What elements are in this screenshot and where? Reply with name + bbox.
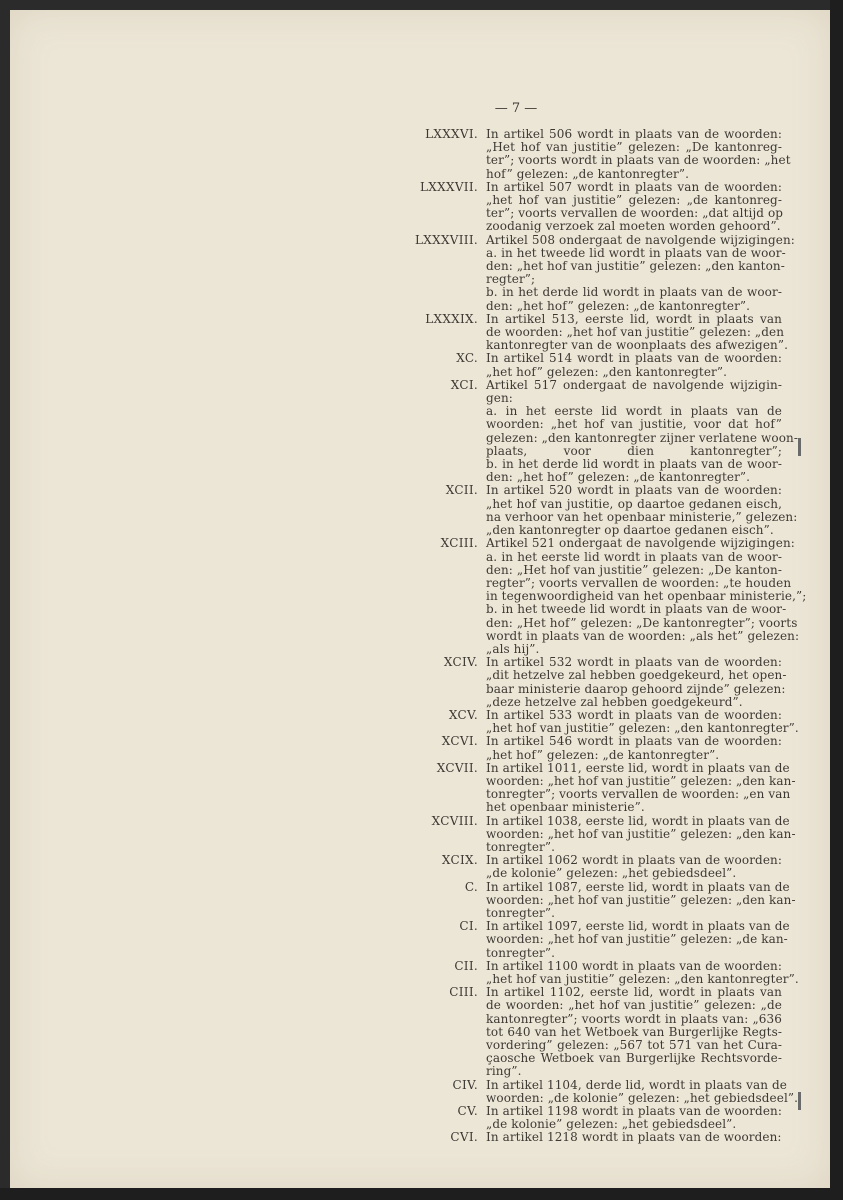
article-text <box>486 1077 799 1105</box>
article-entry <box>10 1105 830 1131</box>
text-line: In artikel 1062 wordt in plaats van de woorden: <box>486 853 782 868</box>
text-line: in tegenwoordigheid van het openbaar ministerie,”; <box>486 589 807 604</box>
article-number: CVI. <box>450 1130 478 1145</box>
article-entry <box>10 1079 830 1105</box>
article-entry <box>10 128 830 181</box>
text-line: wordt in plaats van de woorden: „als het” gelezen: <box>486 628 800 643</box>
article-text <box>486 919 790 960</box>
text-line: a. in het eerste lid wordt in plaats van de woor- <box>486 549 782 564</box>
text-line: b. in het tweede lid wordt in plaats van de woor- <box>486 602 787 617</box>
article-text <box>486 232 795 313</box>
text-line: plaats, voor dien kantonregter”; <box>486 443 782 458</box>
document-page <box>10 10 830 1188</box>
margin-mark <box>798 438 801 456</box>
text-line: tot 640 van het Wetboek van Burgerlijke Regts- <box>486 1024 782 1039</box>
article-entry <box>10 881 830 921</box>
article-text <box>486 483 798 538</box>
text-line: tonregter”. <box>486 905 556 920</box>
text-line: In artikel 1104, derde lid, wordt in plaats van de <box>486 1077 787 1092</box>
text-line: hof” gelezen: „de kantonregter”. <box>486 166 690 181</box>
text-line: „de kolonie” gelezen: „het gebiedsdeel”. <box>486 866 737 881</box>
text-line: b. in het derde lid wordt in plaats van de woor- <box>486 457 782 472</box>
article-list <box>10 128 830 1145</box>
text-line: „het hof van justitie” gelezen: „den kantonregter”. <box>486 972 799 986</box>
article-text <box>486 879 796 921</box>
text-line: In artikel 513, eerste lid, wordt in plaats van <box>486 311 782 326</box>
article-text <box>486 377 799 485</box>
text-line: In artikel 507 wordt in plaats van de woorden: <box>486 179 782 194</box>
text-line: In artikel 546 wordt in plaats van de woorden: <box>486 734 782 749</box>
text-line: vordering” gelezen: „567 tot 571 van het Cura- <box>486 1038 782 1053</box>
article-number: LXXXIX. <box>425 311 478 326</box>
text-line: woorden: „het hof van justitie” gelezen: „den kan- <box>486 773 796 788</box>
text-line: regter”; <box>486 272 536 287</box>
text-line: „Het hof van justitie” gelezen: „De kantonreg- <box>486 140 782 155</box>
text-line: ter”; voorts vervallen de woorden: „dat altijd op <box>486 206 784 221</box>
text-line: „het hof van justitie” gelezen: „den kantonregter”. <box>486 721 799 736</box>
text-line: In artikel 1011, eerste lid, wordt in plaats van de <box>486 760 790 775</box>
text-line: Artikel 508 ondergaat de navolgende wijzigingen: <box>486 232 795 247</box>
article-text <box>486 352 782 378</box>
article-number: XCVIII. <box>431 813 478 828</box>
article-entry <box>10 484 830 537</box>
text-line: „den kantonregter op daartoe gedanen eisch”. <box>486 523 774 538</box>
text-line: „deze hetzelve zal hebben goedgekeurd”. <box>486 694 743 709</box>
text-line: Artikel 517 ondergaat de navolgende wijzigin- <box>486 377 782 392</box>
text-line: a. in het tweede lid wordt in plaats van de woor- <box>486 245 786 260</box>
text-line: a. in het eerste lid wordt in plaats van de <box>486 404 782 419</box>
margin-mark <box>798 1092 801 1110</box>
article-text <box>486 760 796 815</box>
text-line: woorden: „het hof van justitie” gelezen: „de kan- <box>486 932 788 947</box>
text-line: „dit hetzelve zal hebben goedgekeurd, het open- <box>486 668 787 683</box>
text-line: In artikel 506 wordt in plaats van de woorden: <box>486 127 782 141</box>
article-text <box>486 655 787 709</box>
text-line: gelezen: „den kantonregter zijner verlatene woon- <box>486 430 799 445</box>
text-line: den: „Het hof” gelezen: „De kantonregter”; voorts <box>486 615 798 630</box>
article-number: XCII. <box>445 483 478 498</box>
article-number: XCV. <box>448 707 478 722</box>
article-text <box>486 813 796 855</box>
article-text <box>486 127 791 181</box>
text-line: „de kolonie” gelezen: „het gebiedsdeel”. <box>486 1117 737 1132</box>
text-line: „het hof van justitie” gelezen: „de kantonreg- <box>486 193 782 208</box>
text-line: In artikel 514 wordt in plaats van de woorden: <box>486 351 782 366</box>
text-line: gen: <box>486 391 513 406</box>
article-entry <box>10 656 830 709</box>
article-text <box>486 958 799 986</box>
text-line: In artikel 1102, eerste lid, wordt in plaats van <box>486 985 782 1000</box>
article-number: LXXXVI. <box>425 127 478 141</box>
text-line: „het hof” gelezen: „den kantonregter”. <box>486 364 728 379</box>
article-entry <box>10 352 830 378</box>
article-number: C. <box>464 879 478 894</box>
text-line: ring”. <box>486 1064 522 1079</box>
article-text <box>486 735 782 761</box>
text-line: tonregter”. <box>486 945 556 960</box>
text-line: Artikel 521 ondergaat de navolgende wijzigingen: <box>486 536 795 551</box>
scan-border-bottom <box>0 1188 843 1200</box>
text-line: In artikel 532 wordt in plaats van de woorden: <box>486 655 782 670</box>
article-entry <box>10 960 830 986</box>
text-line: regter”; voorts vervallen de woorden: „te houden <box>486 575 792 590</box>
page-number: — 7 — <box>494 101 538 116</box>
article-number: XCIII. <box>440 536 478 551</box>
article-number: LXXXVII. <box>420 179 478 194</box>
article-text <box>486 311 789 353</box>
text-line: woorden: „het hof van justitie” gelezen: „den kan- <box>486 826 796 841</box>
text-line: ter”; voorts wordt in plaats van de woorden: „het <box>486 153 791 168</box>
article-entry <box>10 379 830 485</box>
article-entry <box>10 537 830 656</box>
article-entry <box>10 735 830 761</box>
article-number: LXXXVIII. <box>415 232 478 247</box>
text-line: na verhoor van het openbaar ministerie,” gelezen: <box>486 509 798 524</box>
article-entry <box>10 854 830 880</box>
text-line: In artikel 520 wordt in plaats van de woorden: <box>486 483 782 498</box>
text-line: „als hij”. <box>486 641 540 656</box>
article-text <box>486 986 782 1078</box>
article-number: CI. <box>459 919 478 934</box>
text-line: zoodanig verzoek zal moeten worden gehoord”. <box>486 219 781 234</box>
article-number: XCVII. <box>436 760 478 775</box>
text-line: çaosche Wetboek van Burgerlijke Rechtsvorde- <box>486 1051 782 1066</box>
article-number: XC. <box>456 351 478 366</box>
article-number: CIII. <box>449 985 478 1000</box>
article-entry <box>10 815 830 855</box>
article-entry <box>10 762 830 815</box>
text-line: woorden: „het hof van justitie, voor dat hof” <box>486 417 782 432</box>
text-line: het openbaar ministerie”. <box>486 800 645 815</box>
article-text <box>486 1105 782 1131</box>
text-line: den: „het hof” gelezen: „de kantonregter”. <box>486 470 751 485</box>
article-number: XCIX. <box>441 853 478 868</box>
text-line: „het hof” gelezen: „de kantonregter”. <box>486 747 720 762</box>
text-line: den: „het hof van justitie” gelezen: „den kanton- <box>486 259 785 274</box>
text-line: In artikel 1218 wordt in plaats van de woorden: <box>486 1130 782 1145</box>
text-line: kantonregter van de woonplaats des afwezigen”. <box>486 338 789 353</box>
article-text <box>486 854 782 880</box>
article-number: XCIV. <box>443 655 478 670</box>
text-line: In artikel 1100 wordt in plaats van de woorden: <box>486 958 782 973</box>
article-text <box>486 181 782 234</box>
article-entry <box>10 1131 830 1144</box>
text-line: In artikel 1087, eerste lid, wordt in plaats van de <box>486 879 790 894</box>
article-text <box>486 536 807 656</box>
text-line: kantonregter”; voorts wordt in plaats van: „636 <box>486 1011 782 1026</box>
text-line: de woorden: „het hof van justitie” gelezen: „de <box>486 998 782 1013</box>
text-line: den: „Het hof van justitie” gelezen: „De kanton- <box>486 562 782 577</box>
article-text <box>486 707 799 736</box>
text-line: tonregter”. <box>486 839 556 854</box>
article-entry <box>10 920 830 960</box>
text-line: In artikel 1038, eerste lid, wordt in plaats van de <box>486 813 790 828</box>
text-line: woorden: „het hof van justitie” gelezen: „den kan- <box>486 892 796 907</box>
article-entry <box>10 986 830 1078</box>
text-line: den: „het hof” gelezen: „de kantonregter”. <box>486 298 751 313</box>
article-entry <box>10 234 830 313</box>
article-entry <box>10 313 830 353</box>
text-line: In artikel 1198 wordt in plaats van de woorden: <box>486 1104 782 1119</box>
article-entry <box>10 709 830 735</box>
text-line: baar ministerie daarop gehoord zijnde” gelezen: <box>486 681 786 696</box>
text-line: woorden: „de kolonie” gelezen: „het gebiedsdeel”. <box>486 1090 799 1105</box>
text-line: „het hof van justitie, op daartoe gedanen eisch, <box>486 496 782 511</box>
text-line: de woorden: „het hof van justitie” gelezen: „den <box>486 325 785 340</box>
article-number: XCI. <box>450 377 478 392</box>
text-line: tonregter”; voorts vervallen de woorden: „en van <box>486 787 791 802</box>
text-line: In artikel 533 wordt in plaats van de woorden: <box>486 707 782 722</box>
article-number: CV. <box>457 1104 478 1119</box>
article-entry <box>10 181 830 234</box>
text-line: In artikel 1097, eerste lid, wordt in plaats van de <box>486 919 790 934</box>
article-text <box>486 1131 782 1144</box>
article-number: CII. <box>454 958 478 973</box>
text-line: b. in het derde lid wordt in plaats van de woor- <box>486 285 782 300</box>
article-number: CIV. <box>452 1077 478 1092</box>
article-number: XCVI. <box>441 734 478 749</box>
scan-border-right <box>830 0 843 1200</box>
